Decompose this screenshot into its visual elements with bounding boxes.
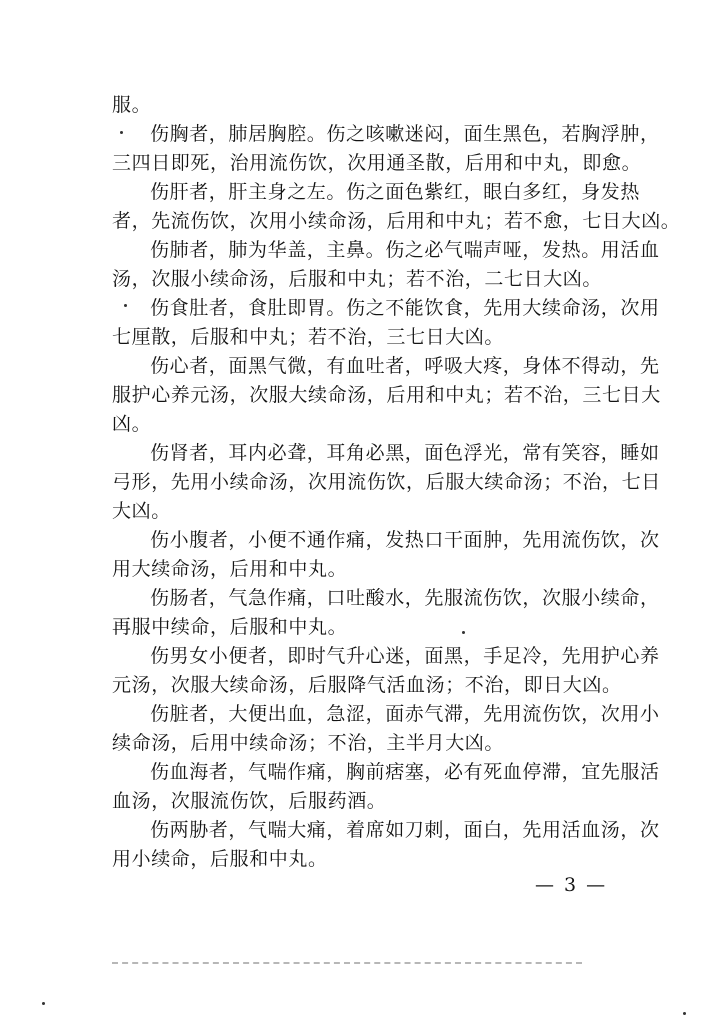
- text-line: 伤血海者，气喘作痛，胸前痞塞，必有死血停滞，宜先服活: [150, 761, 660, 783]
- text-line: 伤肝者，肝主身之左。伤之面色紫红，眼白多红，身发热: [150, 181, 641, 203]
- page-number: — 3 —: [535, 874, 608, 896]
- text-line: 伤两胁者，气喘大痛，着席如刀刺，面白，先用活血汤，次: [150, 819, 660, 841]
- text-line: 再服中续命，后服和中丸。: [112, 616, 348, 638]
- text-line: 用大续命汤，后用和中丸。: [112, 558, 348, 580]
- text-line: 伤心者，面黑气微，有血吐者，呼吸大疼，身体不得动，先: [150, 355, 660, 377]
- text-line: 服。: [112, 94, 152, 116]
- scan-artifact-line: [112, 962, 582, 964]
- text-line: 服护心养元汤，次服大续命汤，后用和中丸；若不治，三七日大: [112, 384, 661, 406]
- text-line: 大凶。: [112, 500, 171, 522]
- text-line: 伤肺者，肺为华盖，主鼻。伤之必气喘声哑，发热。用活血: [150, 239, 660, 261]
- body-text: [112, 91, 681, 874]
- text-line: 伤小腹者，小便不通作痛，发热口干面肿，先用流伤饮，次: [150, 529, 660, 551]
- text-line: 三四日即死，治用流伤饮，次用通圣散，后用和中丸，即愈。: [112, 152, 642, 174]
- text-line: 伤肾者，耳内必聋，耳角必黑，面色浮光，常有笑容，睡如: [150, 442, 660, 464]
- text-line: 血汤，次服流伤饮，后服药酒。: [112, 790, 387, 812]
- scan-speck: [462, 631, 465, 634]
- text-line: 伤食肚者，食肚即胃。伤之不能饮食，先用大续命汤，次用: [150, 297, 660, 319]
- scan-speck: [120, 131, 123, 134]
- text-line: 伤男女小便者，即时气升心迷，面黑，手足冷，先用护心养: [150, 645, 660, 667]
- text-line: 元汤，次服大续命汤，后服降气活血汤；不治，即日大凶。: [112, 674, 622, 696]
- text-line: 弓形，先用小续命汤，次用流伤饮，后服大续命汤；不治，七日: [112, 471, 661, 493]
- text-line: 用小续命，后服和中丸。: [112, 848, 328, 870]
- text-line: 七厘散，后服和中丸；若不治，三七日大凶。: [112, 326, 505, 348]
- scan-speck: [42, 1002, 45, 1005]
- scan-speck: [124, 304, 127, 307]
- text-line: 凶。: [112, 413, 152, 435]
- text-line: 汤，次服小续命汤，后服和中丸；若不治，二七日大凶。: [112, 268, 603, 290]
- text-line: 伤肠者，气急作痛，口吐酸水，先服流伤饮，次服小续命，: [150, 587, 660, 609]
- text-line: 伤胸者，肺居胸腔。伤之咳嗽迷闷，面生黑色，若胸浮肿，: [150, 123, 660, 145]
- scan-speck: [683, 1012, 686, 1015]
- text-line: 伤脏者，大便出血，急涩，面赤气滞，先用流伤饮，次用小: [150, 703, 660, 725]
- text-line: 续命汤，后用中续命汤；不治，主半月大凶。: [112, 732, 505, 754]
- text-line: 者，先流伤饮，次用小续命汤，后用和中丸；若不愈，七日大凶。: [112, 210, 681, 232]
